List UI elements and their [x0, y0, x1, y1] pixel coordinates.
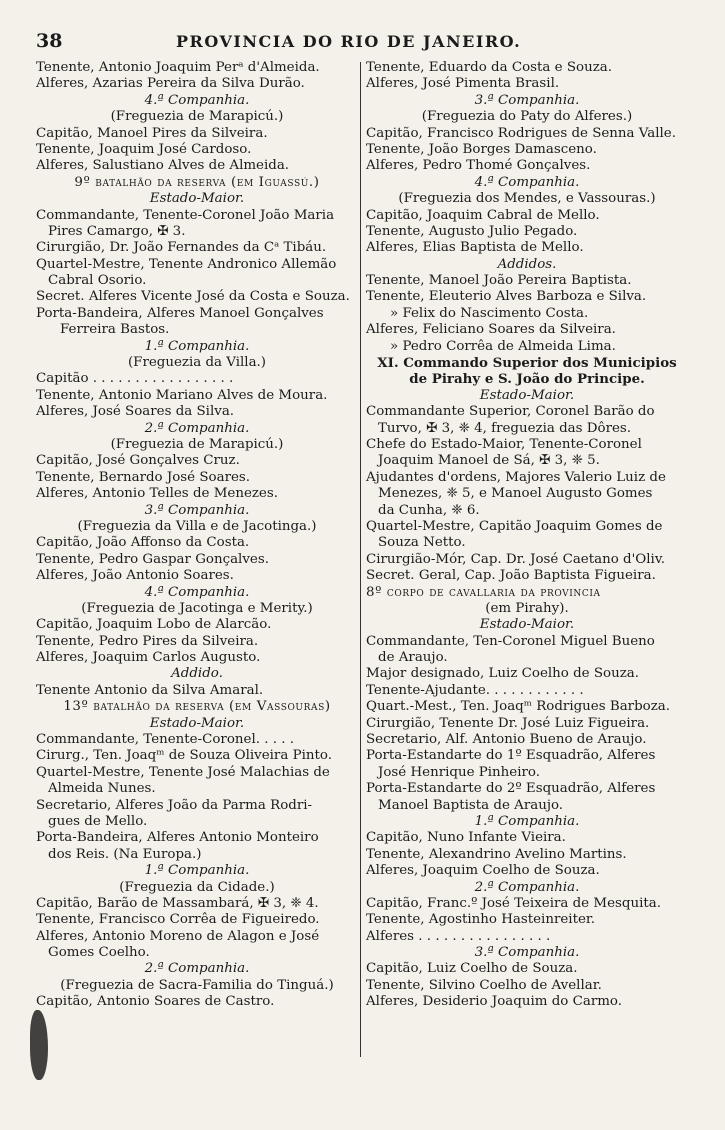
text-line: Tenente, Pedro Pires da Silveira.	[36, 633, 259, 649]
page-header	[36, 30, 596, 56]
text-line: Commandante Superior, Coronel Barão do	[366, 404, 655, 420]
corps-heading: 8º corpo de cavallaria da provincia	[366, 584, 601, 600]
text-line: Chefe do Estado-Maior, Tenente-Coronel	[366, 436, 642, 452]
parish-heading: (Freguezia dos Mendes, e Vassouras.)	[398, 191, 656, 207]
section-heading: 4.ª Companhia.	[144, 584, 250, 600]
text-line: Commandante, Tenente-Coronel. . . . .	[36, 732, 295, 748]
text-line: Alferes, Feliciano Soares da Silveira.	[366, 322, 616, 338]
parish-heading: (Freguezia do Paty do Alferes.)	[421, 109, 633, 125]
section-heading: 1.ª Companhia.	[144, 338, 250, 354]
ink-blot	[30, 1010, 48, 1080]
text-line: Tenente, Augusto Julio Pegado.	[366, 223, 578, 239]
text-line: Tenente-Ajudante. . . . . . . . . . . .	[366, 682, 584, 698]
text-line: Porta-Estandarte do 2º Esquadrão, Alferes	[366, 781, 656, 797]
text-line: Alferes, José Soares da Silva.	[36, 404, 235, 420]
text-line: Alferes, Joaquim Coelho de Souza.	[366, 863, 600, 879]
text-line: Capitão, José Gonçalves Cruz.	[36, 453, 240, 469]
parish-heading: (Freguezia da Villa.)	[127, 355, 267, 371]
section-heading: Estado-Maior.	[149, 715, 245, 731]
text-line: Tenente, Antonio Mariano Alves de Moura.	[36, 387, 328, 403]
text-line: Capitão, Antonio Soares de Castro.	[36, 994, 275, 1010]
text-line: Alferes, Azarias Pereira da Silva Durão.	[36, 76, 305, 92]
text-line: Gomes Coelho.	[48, 945, 150, 961]
text-line: Tenente, Francisco Corrêa de Figueiredo.	[36, 912, 320, 928]
text-line: » Pedro Corrêa de Almeida Lima.	[390, 338, 616, 354]
text-line: Tenente, Agostinho Hasteinreiter.	[366, 912, 596, 928]
battalion-heading: 9º batalhão da reserva (em Iguassú.)	[74, 174, 320, 190]
section-heading: Estado-Maior.	[479, 387, 575, 403]
parish-heading: (Freguezia de Sacra-Familia do Tinguá.)	[60, 977, 334, 993]
text-line: Quartel-Mestre, Tenente José Malachias de	[36, 764, 330, 780]
section-heading: 3.ª Companhia.	[474, 945, 580, 961]
text-line: Tenente Antonio da Silva Amaral.	[36, 682, 264, 698]
text-line: gues de Mello.	[48, 813, 148, 829]
text-line: Commandante, Tenente-Coronel João Maria	[36, 207, 335, 223]
text-line: Tenente, Bernardo José Soares.	[36, 469, 251, 485]
text-line: Secretario, Alf. Antonio Bueno de Araujo.	[366, 732, 647, 748]
text-line: Capitão, Joaquim Cabral de Mello.	[366, 207, 600, 223]
text-line: Capitão, Joaquim Lobo de Alarcão.	[36, 617, 272, 633]
text-line: Porta-Bandeira, Alferes Antonio Monteiro	[36, 830, 319, 846]
text-line: Souza Netto.	[378, 535, 466, 551]
section-heading: 3.ª Companhia.	[474, 92, 580, 108]
column-divider	[360, 62, 361, 1057]
text-line: Secretario, Alferes João da Parma Rodri-	[36, 797, 313, 813]
text-line: Alferes, Desiderio Joaquim do Carmo.	[366, 994, 623, 1010]
text-line: Major designado, Luiz Coelho de Souza.	[366, 666, 640, 682]
text-line: Almeida Nunes.	[48, 781, 156, 797]
text-line: Manoel Baptista de Araujo.	[378, 797, 564, 813]
text-line: Joaquim Manoel de Sá, ✠ 3, ❈ 5.	[378, 453, 600, 469]
section-heading: 4.ª Companhia.	[474, 174, 580, 190]
text-line: Tenente, Manoel João Pereira Baptista.	[366, 273, 632, 289]
text-line: Porta-Bandeira, Alferes Manoel Gonçalves	[36, 305, 324, 321]
text-line: Cirurgião-Mór, Cap. Dr. José Caetano d'Oliv.	[366, 551, 666, 567]
right-column	[366, 60, 688, 1011]
text-line: Tenente, Pedro Gaspar Gonçalves.	[36, 551, 269, 567]
section-heading: Addidos.	[497, 256, 557, 272]
text-line: José Henrique Pinheiro.	[378, 764, 541, 780]
text-line: Tenente, João Borges Damasceno.	[366, 141, 597, 157]
section-heading: 2.ª Companhia.	[474, 879, 580, 895]
section-heading: Estado-Maior.	[479, 617, 575, 633]
text-line: Capitão, Nuno Infante Vieira.	[366, 830, 566, 846]
parish-heading: (Freguezia de Marapicú.)	[110, 109, 284, 125]
text-line: Capitão, Luiz Coelho de Souza.	[366, 961, 578, 977]
section-heading: 2.ª Companhia.	[144, 961, 250, 977]
text-line: Cirurg., Ten. Joaqᵐ de Souza Oliveira Pinto.	[36, 748, 332, 764]
parish-heading: (Freguezia da Cidade.)	[119, 879, 275, 895]
text-line: Commandante, Ten-Coronel Miguel Bueno	[366, 633, 655, 649]
text-line: Capitão, João Affonso da Costa.	[36, 535, 250, 551]
text-line: Secret. Alferes Vicente José da Costa e Souza.	[36, 289, 350, 305]
text-line: Alferes, Elias Baptista de Mello.	[366, 240, 584, 256]
text-line: Capitão, Francisco Rodrigues de Senna Valle.	[366, 125, 676, 141]
command-heading: XI. Commando Superior dos Municipios	[377, 355, 677, 372]
battalion-heading: 13º batalhão da reserva (em Vassouras)	[63, 699, 331, 715]
parish-heading: (Freguezia de Jacotinga e Merity.)	[81, 600, 313, 616]
text-line: Ferreira Bastos.	[60, 322, 170, 338]
text-line: Tenente, Eleuterio Alves Barboza e Silva.	[366, 289, 647, 305]
text-line: Alferes, Antonio Moreno de Alagon e José	[36, 928, 320, 944]
text-line: Cirurgião, Dr. João Fernandes da Cᵃ Tibáu.	[36, 240, 327, 256]
text-line: de Araujo.	[378, 650, 448, 666]
text-line: Secret. Geral, Cap. João Baptista Figueira.	[366, 568, 656, 584]
section-heading: 1.ª Companhia.	[144, 863, 250, 879]
text-line: da Cunha, ❈ 6.	[378, 502, 480, 518]
text-line: Capitão, Barão de Massambará, ✠ 3, ❈ 4.	[36, 895, 319, 911]
text-line: Alferes, Salustiano Alves de Almeida.	[36, 158, 290, 174]
parish-heading: (Freguezia de Marapicú.)	[110, 436, 284, 452]
text-line: Quart.-Mest., Ten. Joaqᵐ Rodrigues Barboza.	[366, 699, 671, 715]
text-line: Alferes, Antonio Telles de Menezes.	[36, 486, 278, 502]
text-line: Cirurgião, Tenente Dr. José Luiz Figueira.	[366, 715, 650, 731]
text-line: Tenente, Antonio Joaquim Perᵃ d'Almeida.	[36, 60, 320, 75]
text-line: Alferes, José Pimenta Brasil.	[366, 76, 560, 92]
text-line: Ajudantes d'ordens, Majores Valerio Luiz de	[366, 469, 666, 485]
text-line: Menezes, ❈ 5, e Manoel Augusto Gomes	[378, 486, 653, 502]
section-heading: Estado-Maior.	[149, 191, 245, 207]
command-heading: de Pirahy e S. João do Principe.	[409, 371, 645, 388]
text-line: » Felix do Nascimento Costa.	[390, 305, 589, 321]
section-heading: Addido.	[171, 666, 223, 682]
text-line: Pires Camargo, ✠ 3.	[48, 223, 186, 239]
parish-heading: (Freguezia da Villa e de Jacotinga.)	[77, 518, 317, 534]
text-line: Quartel-Mestre, Capitão Joaquim Gomes de	[366, 518, 663, 534]
text-line: Porta-Estandarte do 1º Esquadrão, Alferes	[366, 748, 656, 764]
text-line: Tenente, Joaquim José Cardoso.	[36, 141, 252, 157]
parish-heading: (em Pirahy).	[485, 600, 569, 616]
text-line: Quartel-Mestre, Tenente Andronico Allemão	[36, 256, 337, 272]
text-line: Capitão, Manoel Pires da Silveira.	[36, 125, 268, 141]
text-line: dos Reis. (Na Europa.)	[48, 846, 202, 862]
text-line: Turvo, ✠ 3, ❈ 4, freguezia das Dôres.	[378, 420, 632, 436]
section-heading: 2.ª Companhia.	[144, 420, 250, 436]
section-heading: 4.ª Companhia.	[144, 92, 250, 108]
section-heading: 3.ª Companhia.	[144, 502, 250, 518]
section-heading: 1.ª Companhia.	[474, 813, 580, 829]
page-number: 38	[36, 30, 63, 52]
text-line: Alferes, João Antonio Soares.	[36, 568, 234, 584]
running-title: PROVINCIA DO RIO DE JANEIRO.	[176, 32, 522, 51]
text-line: Capitão, Franc.º José Teixeira de Mesquita.	[366, 895, 661, 911]
text-line: Alferes, Joaquim Carlos Augusto.	[36, 650, 261, 666]
text-line: Alferes, Pedro Thomé Gonçalves.	[366, 158, 591, 174]
text-line: Tenente, Silvino Coelho de Avellar.	[366, 977, 602, 993]
left-column	[36, 60, 358, 1011]
text-line: Tenente, Alexandrino Avelino Martins.	[366, 846, 627, 862]
text-line: Alferes . . . . . . . . . . . . . . . .	[366, 928, 551, 944]
text-line: Cabral Osorio.	[48, 273, 147, 289]
text-line: Tenente, Eduardo da Costa e Souza.	[366, 60, 612, 75]
text-line: Capitão . . . . . . . . . . . . . . . . .	[36, 371, 234, 387]
